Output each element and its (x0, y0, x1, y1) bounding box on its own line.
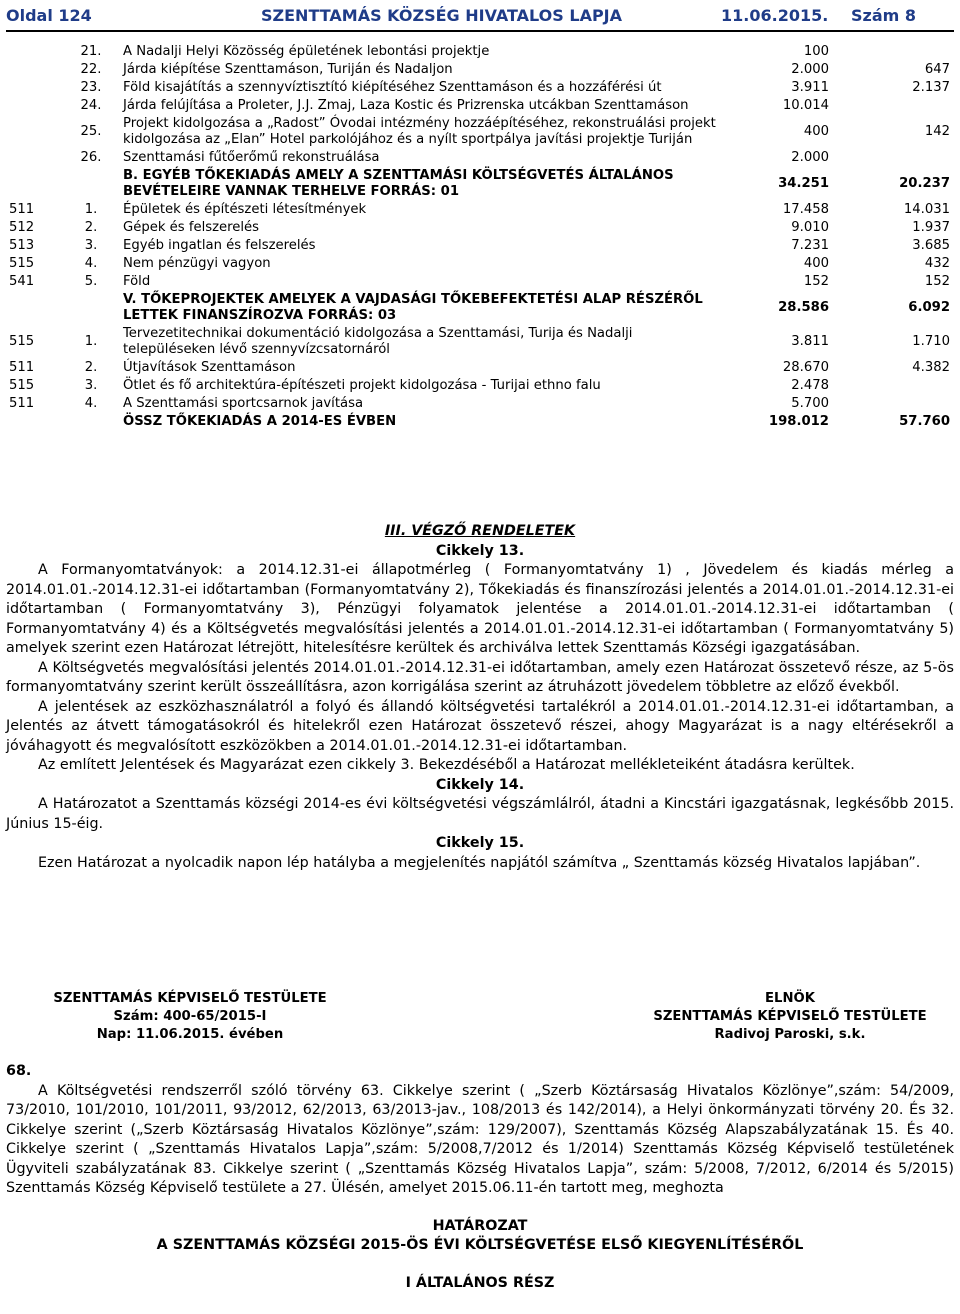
table-row (6, 237, 953, 255)
economic-code (6, 149, 62, 167)
item-description: Ötlet és fő architektúra-építészeti projekt kidolgozása - Turijai ethno falu (123, 378, 601, 393)
article-15-title: Cikkely 15. (435, 835, 525, 851)
value-planned: 34.251 (778, 176, 829, 191)
value-planned: 100 (803, 44, 829, 59)
economic-code: 511 (9, 360, 35, 375)
economic-code (6, 61, 62, 79)
value-realized: 6.092 (908, 300, 950, 315)
economic-code: 513 (9, 238, 35, 253)
page-header (6, 4, 954, 32)
value-realized: 1.937 (912, 220, 950, 235)
row-number: 22. (80, 62, 102, 77)
table-row (6, 359, 953, 377)
value-planned: 5.700 (791, 396, 829, 411)
economic-code: 512 (9, 220, 35, 235)
article-14-para: A Határozatot a Szenttamás községi 2014-es évi költségvetési végszámlálról, átadni a Kincstári igazgatásnak, legkésőbb 2015. Június 15-éig. (6, 796, 954, 832)
item-description: Gépek és felszerelés (123, 220, 260, 235)
row-number (62, 167, 120, 201)
item-description: Szenttamási fűtőerőmű rekonstruálása (123, 150, 380, 165)
value-planned: 3.811 (791, 334, 829, 349)
document-number: Szám: 400-65/2015-I (113, 1009, 267, 1024)
item-description: B. EGYÉB TŐKEKIADÁS AMELY A SZENTTAMÁSI KÖLTSÉGVETÉS ÁLTALÁNOS BEVÉTELEIRE VANNAK TERHELVE FORRÁS: 01 (123, 168, 674, 199)
economic-code: 511 (9, 396, 35, 411)
item-description: Föld (123, 274, 151, 289)
value-planned: 3.911 (791, 80, 829, 95)
table-row (6, 61, 953, 79)
item-description: Útjavítások Szenttamáson (123, 360, 296, 375)
value-realized: 152 (924, 274, 950, 289)
value-realized: 432 (924, 256, 950, 271)
value-realized: 3.685 (912, 238, 950, 253)
item-description: Projekt kidolgozása a „Radost” Óvodai intézmény hozzáépítéséhez, rekonstruálási projekt kidolgozása az „Elan” Hotel parkolójához és a nyílt sportpálya javítási projektje Turiján (123, 116, 716, 147)
issue-number: Szám 8 (851, 6, 917, 25)
economic-code: 515 (9, 378, 35, 393)
table-row (6, 115, 953, 149)
table-row (6, 377, 953, 395)
table-row (6, 413, 953, 431)
value-realized (832, 97, 953, 115)
item-description: Nem pénzügyi vagyon (123, 256, 271, 271)
economic-code (6, 291, 62, 325)
value-planned: 17.458 (782, 202, 829, 217)
item-description: A Nadalji Helyi Közösség épületének lebontási projektje (123, 44, 490, 59)
president-label: ELNÖK (765, 991, 815, 1006)
part-title: I ÁLTALÁNOS RÉSZ (405, 1274, 555, 1291)
council-name: SZENTTAMÁS KÉPVISELŐ TESTÜLETE (53, 991, 327, 1006)
document-date: Nap: 11.06.2015. évében (96, 1027, 284, 1042)
value-realized: 142 (924, 124, 950, 139)
row-number: 2. (84, 220, 98, 235)
row-number: 3. (84, 378, 98, 393)
row-number: 4. (84, 256, 98, 271)
table-row (6, 201, 953, 219)
item-description: V. TŐKEPROJEKTEK AMELYEK A VAJDASÁGI TŐKEBEFEKTETÉSI ALAP RÉSZÉRŐL LETTEK FINANSZÍROZVA FORRÁS: 03 (123, 292, 703, 323)
value-planned: 198.012 (768, 414, 829, 429)
article-14-title: Cikkely 14. (435, 776, 525, 793)
article-15-para: Ezen Határozat a nyolcadik napon lép hatályba a megjelenítés napjától számítva „ Szenttamás község Hivatalos lapjában”. (38, 854, 921, 871)
council-name-right: SZENTTAMÁS KÉPVISELŐ TESTÜLETE (653, 1009, 927, 1024)
value-realized: 647 (924, 62, 950, 77)
item-description: Tervezetitechnikai dokumentáció kidolgozása a Szenttamási, Turija és Nadalji településeken lévő szennyvízcsatornáról (123, 326, 633, 357)
signature-right (620, 990, 960, 1044)
row-number: 21. (80, 44, 102, 59)
item-description: Egyéb ingatlan és felszerelés (123, 238, 316, 253)
economic-code: 511 (9, 202, 35, 217)
economic-code: 541 (9, 274, 35, 289)
value-planned: 400 (803, 124, 829, 139)
decision-title: HATÁROZAT (432, 1217, 528, 1234)
item-description: ÖSSZ TŐKEKIADÁS A 2014-ES ÉVBEN (123, 414, 397, 429)
row-number: 1. (84, 334, 98, 349)
item-68 (6, 1062, 954, 1293)
economic-code: 515 (9, 334, 35, 349)
page-number: Oldal 124 (6, 6, 92, 25)
value-realized: 4.382 (912, 360, 950, 375)
budget-table (6, 43, 953, 431)
value-realized (832, 377, 953, 395)
table-row (6, 255, 953, 273)
article-13-title: Cikkely 13. (435, 542, 525, 559)
row-number: 25. (80, 124, 102, 139)
row-number: 1. (84, 202, 98, 217)
table-row (6, 291, 953, 325)
value-planned: 152 (803, 274, 829, 289)
decision-subtitle: A SZENTTAMÁS KÖZSÉGI 2015-ÖS ÉVI KÖLTSÉGVETÉSE ELSŐ KIEGYENLÍTÉSÉRŐL (156, 1237, 804, 1253)
article-13-para-2: A Költségvetés megvalósítási jelentés 2014.01.01.-2014.12.31-ei időtartamban, amely ezen Határozat összetevő része, az 5-ös formanyomtatvány szerint került összeállításra, azon korrigálása szerint az átruházott jövedelem többletre az előző évekből. (6, 659, 954, 695)
value-planned: 2.478 (791, 378, 829, 393)
row-number: 23. (80, 80, 102, 95)
table-row (6, 395, 953, 413)
row-number: 24. (80, 98, 102, 113)
value-realized: 57.760 (899, 414, 950, 429)
item-description: A Szenttamási sportcsarnok javítása (123, 396, 364, 411)
section-heading: III. VÉGZŐ RENDELETEK (384, 523, 576, 539)
economic-code: 515 (9, 256, 35, 271)
economic-code (6, 413, 62, 431)
item-number: 68. (6, 1063, 32, 1079)
issue-date: 11.06.2015. (721, 6, 829, 25)
economic-code (6, 79, 62, 97)
row-number (62, 291, 120, 325)
table-row (6, 97, 953, 115)
value-realized (832, 395, 953, 413)
value-planned: 7.231 (791, 238, 829, 253)
signature-left (20, 990, 360, 1044)
value-realized: 1.710 (912, 334, 950, 349)
row-number: 5. (84, 274, 98, 289)
value-planned: 2.000 (791, 150, 829, 165)
value-planned: 2.000 (791, 62, 829, 77)
table-row (6, 43, 953, 61)
item-description: Föld kisajátítás a szennyvíztisztító kiépítéséhez Szenttamáson és a hozzáférési út (123, 80, 662, 95)
item-description: Épületek és építészeti létesítmények (123, 202, 367, 217)
row-number (62, 413, 120, 431)
table-row (6, 167, 953, 201)
value-realized (832, 149, 953, 167)
economic-code (6, 43, 62, 61)
row-number: 4. (84, 396, 98, 411)
journal-title: SZENTTAMÁS KÖZSÉG HIVATALOS LAPJA (261, 6, 623, 25)
economic-code (6, 97, 62, 115)
final-provisions (6, 522, 954, 873)
item-description: Járda felújítása a Proleter, J.J. Zmaj, Laza Kostic és Prizrenska utcákban Szenttamáson (123, 98, 689, 113)
value-realized: 14.031 (903, 202, 950, 217)
table-row (6, 325, 953, 359)
row-number: 3. (84, 238, 98, 253)
article-13-para-4: Az említett Jelentések és Magyarázat ezen cikkely 3. Bekezdéséből a Határozat mellékleteiként átadásra kerültek. (38, 757, 855, 773)
value-planned: 28.670 (782, 360, 829, 375)
article-13-para-1: A Formanyomtatványok: a 2014.12.31-ei állapotmérleg ( Formanyomtatvány 1) , Jövedelem és kiadás mérleg a 2014.01.01.-2014.12.31-ei időtartamban (Formanyomtatvány 2), Tőkekiadás és finanszírozási jelentés a 2014.01.01.-2014.12.31-ei időtartamban ( Formanyomtatvány 3), Pénzügyi folyamatok jelentése a 2014.01.01.-2014.12.31-ei időtartamban ( Formanyomtatvány 4) és a Költségvetés megvalósítási jelentés a 2014.01.01.-2014.12.31-ei időtartamban ( Formanyomtatvány 5) amelyek szerint ezen Határozat létrejött, hitelesítésre kerültek és archiválva lettek Szenttamás Községi igazgatásában. (6, 562, 954, 656)
value-realized: 20.237 (899, 176, 950, 191)
row-number: 26. (80, 150, 102, 165)
value-planned: 10.014 (782, 98, 829, 113)
table-row (6, 219, 953, 237)
value-realized: 2.137 (912, 80, 950, 95)
table-row (6, 273, 953, 291)
item-68-preamble: A Költségvetési rendszerről szóló törvény 63. Cikkelye szerint ( „Szerb Köztársaság Hivatalos Közlönye”,szám: 54/2009, 73/2010, 101/2010, 101/2011, 93/2012, 62/2013, 63/2013-jav., 108/2013 és 142/2014), a Helyi önkormányzati törvény 20. És 32. Cikkelye szerint („Szerb Köztársaság Hivatalos Közlönye”,szám: 129/2007), Szenttamás Község Alapszabályzatának 15. És 40. Cikkelye szerint ( „Szenttamás Hivatalos Lapja”,szám: 5/2008,7/2012 és 1/2014) Szenttamás Község Képviselő testületének Ügyviteli szabályzatának 83. Cikkelye szerint ( „Szenttamás Község Hivatalos Lapja”, szám: 5/2008, 7/2012, 6/2014 és 5/2015) Szenttamás Község Képviselő testülete a 27. Ülésén, amelyet 2015.06.11-én tartott meg, meghozta (6, 1082, 954, 1196)
economic-code (6, 115, 62, 149)
value-planned: 28.586 (778, 300, 829, 315)
article-13-para-3: A jelentések az eszközhasználatról a folyó és állandó költségvetési tartalékról a 2014.01.01.-2014.12.31-ei időtartamban, a Jelentés az átvett támogatásokról és hitelekről ezen Határozat összetevő részei, ahogy Magyarázat is a nagy eltérésekről a jóváhagyott és megvalósított eszközökben a 2014.01.01.-2014.12.31-ei időtartamban. (6, 698, 954, 754)
table-row (6, 149, 953, 167)
president-name: Radivoj Paroski, s.k. (714, 1027, 866, 1042)
economic-code (6, 167, 62, 201)
value-realized (832, 43, 953, 61)
table-row (6, 79, 953, 97)
value-planned: 400 (803, 256, 829, 271)
value-planned: 9.010 (791, 220, 829, 235)
item-description: Járda kiépítése Szenttamáson, Turiján és Nadaljon (123, 62, 453, 77)
row-number: 2. (84, 360, 98, 375)
